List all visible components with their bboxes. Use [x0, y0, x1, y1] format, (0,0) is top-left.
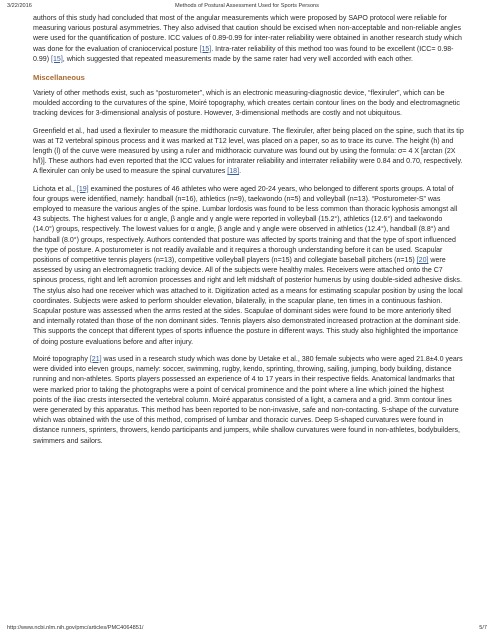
- paragraph-text: examined the postures of 46 athletes who were aged 20-24 years, who belonged to different sports groups. A total of four groups were identified, namely: handball (n=16), athletics (n=9), taekwondo (n=5) and volleyball (n=13). “Posturometer-S” was employed to measure the various angles of the spine. Lumbar lordosis was found to be less common than thoracic kyphosis amongst all 43 subjects. The highest values for α angle, β angle and γ angle were reported in volleyball (15.2°), athletics (12.6°) and taekwondo (14.0°) groups, respectively. The lowest values for α angle, β angle and γ angle were observed in athletics (12.4°), handball (8.8°) and handball (8.0°) groups, respectively. Authors contended that posture was affected by sports training and that the type of sport influenced the type of posture. A posturometer is not readily available and it requires a thorough understanding before it can be used. Scapular positions of competitive tennis players (n=13), competitive volleyball players (n=15) and collegiate baseball pitchers (n=15): [33, 185, 458, 265]
- paragraph-text: . Intra-rater reliability of this method too was found to be excellent (ICC= 0.98-0.99): [33, 45, 454, 63]
- print-page-title: Methods of Postural Assessment Used for Sports Persons: [175, 3, 319, 9]
- reference-link-18[interactable]: [18]: [227, 168, 240, 176]
- reference-link-15[interactable]: [15]: [51, 55, 63, 63]
- paragraph-text: , which suggested that repeated measurements made by the same rater had very well accorded with each other.: [62, 55, 413, 63]
- paragraph-posturometer: [33, 185, 464, 348]
- reference-link-20[interactable]: [20]: [416, 257, 429, 265]
- print-url: http://www.ncbi.nlm.nih.gov/pmc/articles/PMC4064851/: [7, 625, 144, 631]
- paragraph-flexiruler: [33, 127, 464, 178]
- article-body: [33, 14, 464, 454]
- print-footer: [7, 625, 487, 635]
- print-date: 3/22/2016: [7, 3, 32, 9]
- paragraph-text: .: [239, 168, 242, 176]
- paragraph-text: was used in a research study which was done by Uetake et al., 380 female subjects who were aged 21.8±4.0 years were divided into eleven groups, namely: soccer, swimming, rugby, kendo, sprinting, throwing, sailing, jumping, body building, distance running and non-athletes. Sports players possessed an experience of 4 to 17 years in their respective fields. Anatomical landmarks that were marked prior to taking the photographs were a point of cervical prominence and the point where a line which joined the highest points of the iliac crests intersected the vertebral column. Moiré apparatus consisted of a light, a camera and a grid. 3mm contour lines were generated by this apparatus. This method has been reported to be non-invasive, safe and non-contacting. S-shape of the curvature which was obtained with the use of this method, comprised of lumbar and thoracic curves. Deep S-shaped curvatures were found in distance runners, sprinters, throwers, kendo participants and jumpers, while shallow curvatures were found in non-athletes, bodybuilders, swimmers and sailors.: [33, 355, 463, 445]
- paragraph-text: were assessed by using an electromagnetic tracking device. All of the subjects were healthy males. Receivers were attached onto the C7 spinous process, right and left acromion processes and right and left midshaft of posterior humerus by using double-sided adhesive disks. The stylus also had one receiver which was attached to it. Digitization acted as a means for estimating scapular position by using the local coordinates. Subjects were asked to perform shoulder elevation, bilaterally, in the scapular plane, ten times in a continuous fashion. Scapular posture was assessed when the arms rested at the sides. Scapulae of dominant sides were found to be more anteriorly tilted and internally rotated than those of the non dominant sides. Tennis players also demonstrated increased protraction at the dominant side. This supports the concept that different types of sports influence the posture in different ways. This study also highlighted the importance of doing posture evaluations before and after injury.: [33, 257, 463, 346]
- paragraph-other-methods: Variety of other methods exist, such as “posturometer”, which is an electronic measuring-diagnostic device, “flexiruler”, which can be moulded according to the curvatures of the spine, Moiré topography, which creates certain contour lines on the body and electromagnetic tracking devices for 3-dimensional analysis of posture. However, 3-dimensional methods are costly and not ubiquitous.: [33, 90, 460, 118]
- print-page-number: 5/7: [479, 625, 487, 631]
- reference-link-15[interactable]: [15]: [199, 45, 212, 53]
- paragraph-moire-topography: [33, 355, 464, 447]
- paragraph-text: Greenfield et al., had used a flexiruler to measure the midthoracic curvature. The flexiruler, after being placed on the spine, such that its tip was at T2 vertebral spinous process and it was marked at T12 level, was placed on a paper, so as to trace its curve. The height (h) and length (l) of the curve were measured by using a ruler and midthoracic curvature was found out by using the formula: σ= 4 X [arctan (2X h/l)]. These authors had even reported that the ICC values for intrarater reliability and interrater reliability were 0.84 and 0.70, respectively. A flexiruler can only be used to measure the spinal curvatures: [33, 127, 464, 176]
- print-header: [7, 3, 487, 13]
- reference-link-21[interactable]: [21]: [89, 355, 102, 363]
- section-heading-miscellaneous: Miscellaneous: [33, 73, 85, 83]
- paragraph-text: authors of this study had concluded that most of the angular measurements which were proposed by SAPO protocol were reliable for measuring various postural asymmetries. They also advised that caution should be excised when non-acceptable and non-reliable angles were used for the quantification of posture. ICC values of 0.89-0.99 for inter-rater reliability were obtained in another research study which was done for the evaluation of craniocervical posture: [33, 15, 462, 53]
- paragraph-sapo-reliability: [33, 14, 464, 65]
- paragraph-text: Lichota et al.,: [33, 185, 77, 193]
- reference-link-19[interactable]: [19]: [76, 185, 89, 193]
- paragraph-text: Moiré topography: [33, 355, 90, 363]
